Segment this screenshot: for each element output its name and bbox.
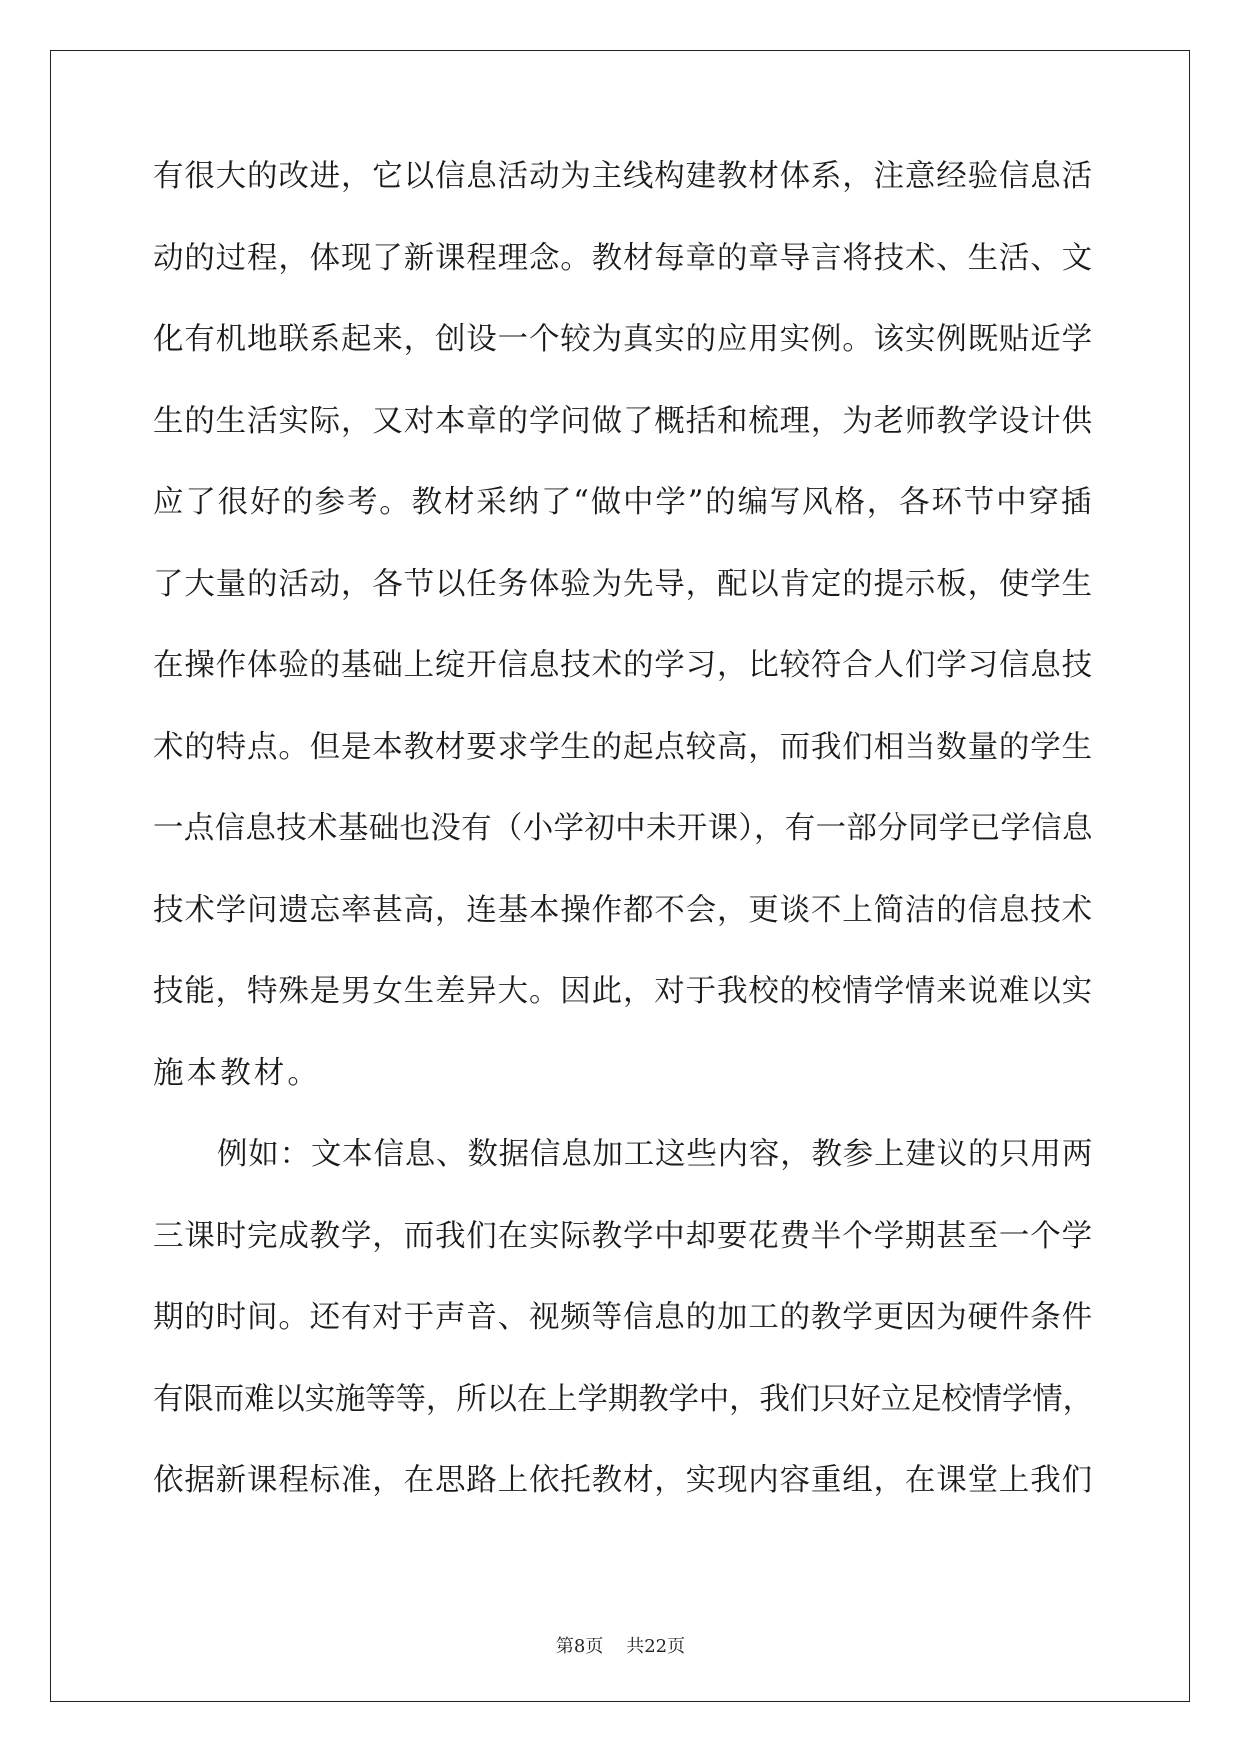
text-line-16: 有限而难以实施等等，所以在上学期教学中，我们只好立足校情学情， [153, 1381, 1093, 1417]
text-line-8: 术的特点。但是本教材要求学生的起点较高，而我们相当数量的学生 [153, 729, 1093, 765]
text-line-11: 技能，特殊是男女生差异大。因此，对于我校的校情学情来说难以实 [153, 974, 1093, 1009]
text-line-10: 技术学问遗忘率甚高，连基本操作都不会，更谈不上简洁的信息技术 [153, 892, 1093, 928]
text-line-1: 有很大的改进，它以信息活动为主线构建教材体系，注意经验信息活 [153, 159, 1093, 194]
page-number: 第8页 [555, 1636, 604, 1657]
text-line-5: 应了很好的参考。教材采纳了“做中学”的编写风格，各环节中穿插 [153, 485, 1094, 520]
document-body [153, 159, 1094, 1548]
page-total: 共22页 [626, 1636, 686, 1657]
text-line-4: 生的生活实际，又对本章的学问做了概括和梳理，为老师教学设计供 [153, 403, 1093, 439]
page-footer [0, 1632, 1241, 1658]
text-line-12: 施本教材。 [153, 1055, 321, 1091]
text-line-3: 化有机地联系起来，创设一个较为真实的应用实例。该实例既贴近学 [153, 322, 1093, 357]
text-line-15: 期的时间。还有对于声音、视频等信息的加工的教学更因为硬件条件 [153, 1300, 1093, 1335]
text-line-6: 了大量的活动，各节以任务体验为先导，配以肯定的提示板，使学生 [153, 566, 1093, 602]
text-line-9: 一点信息技术基础也没有（小学初中未开课），有一部分同学已学信息 [153, 811, 1093, 846]
text-line-7: 在操作体验的基础上绽开信息技术的学习，比较符合人们学习信息技 [153, 648, 1093, 683]
text-line-13: 例如：文本信息、数据信息加工这些内容，教参上建议的只用两 [217, 1137, 1094, 1172]
footer-gap [603, 1636, 626, 1657]
text-line-2: 动的过程，体现了新课程理念。教材每章的章导言将技术、生活、文 [153, 240, 1093, 276]
text-line-17: 依据新课程标准，在思路上依托教材，实现内容重组，在课堂上我们 [153, 1463, 1093, 1498]
text-line-14: 三课时完成教学，而我们在实际教学中却要花费半个学期甚至一个学 [153, 1218, 1093, 1254]
